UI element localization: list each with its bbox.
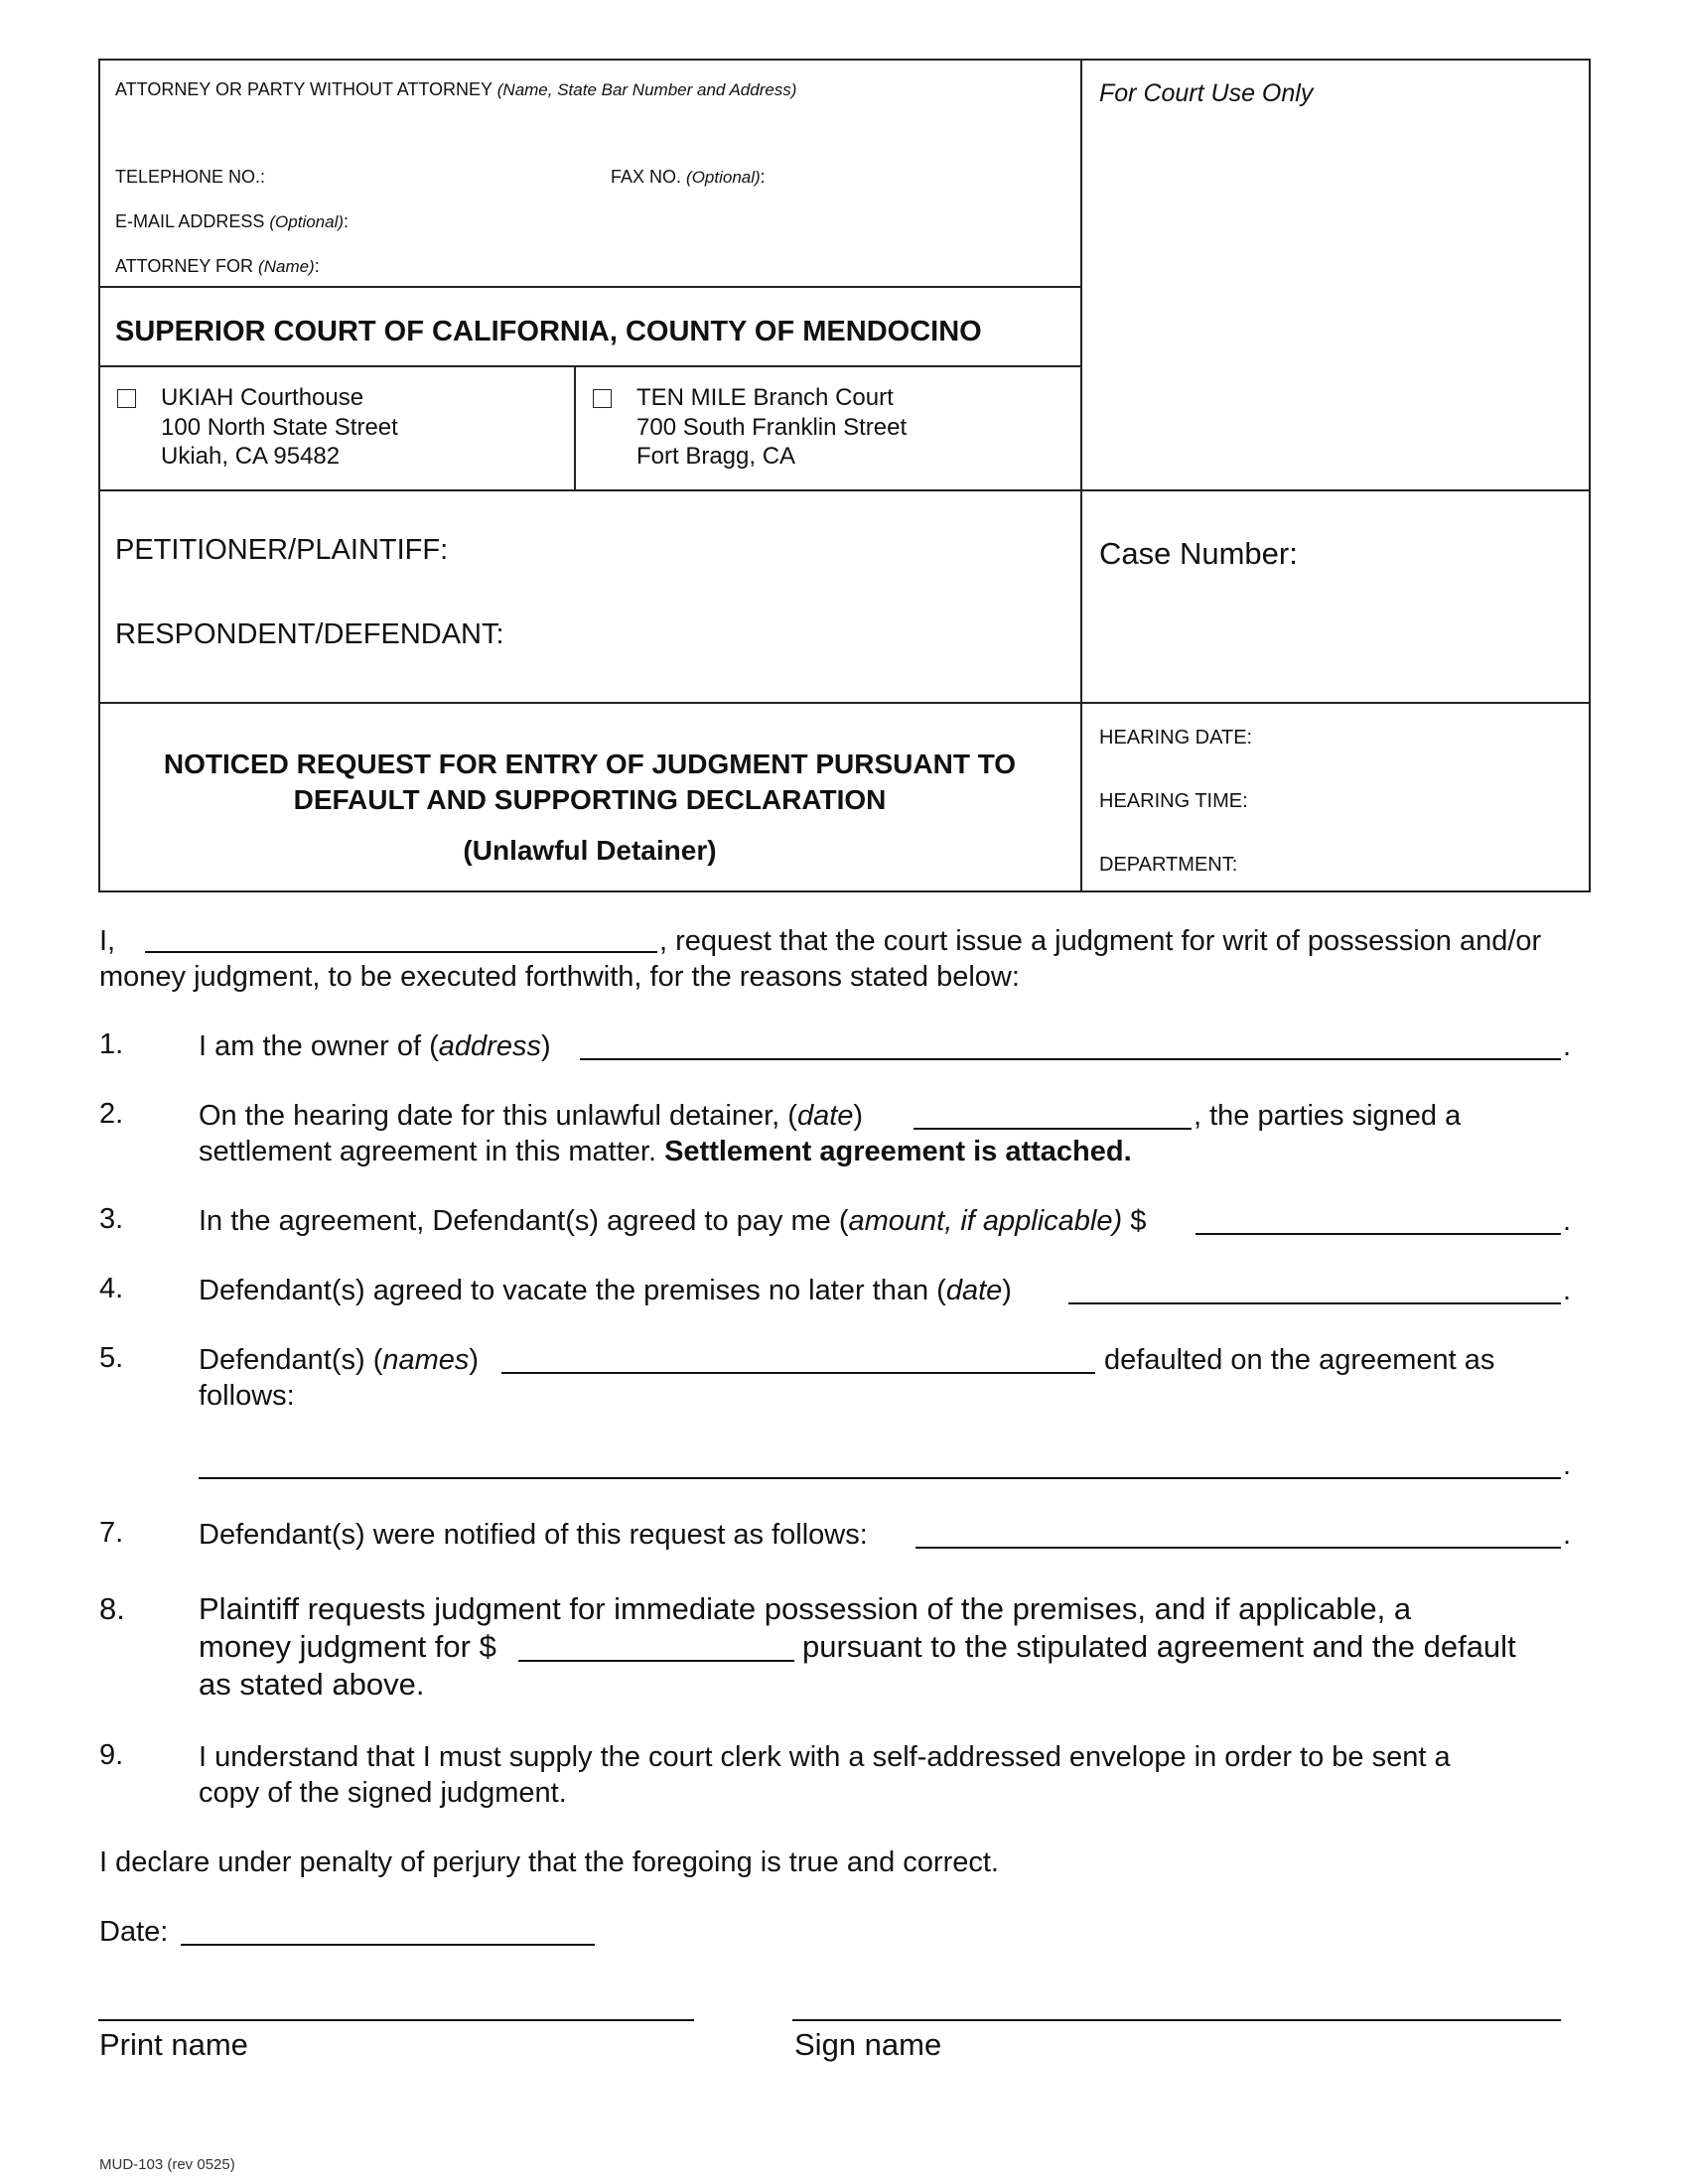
item-9-line-2: copy of the signed judgment. xyxy=(199,1777,567,1809)
declarant-name-field[interactable] xyxy=(145,951,657,953)
print-name-label: Print name xyxy=(99,2027,248,2062)
item-4-number: 4. xyxy=(99,1273,124,1304)
sign-name-label: Sign name xyxy=(794,2027,942,2062)
email-label: E-MAIL ADDRESS (Optional): xyxy=(115,211,350,231)
court-name-top-border xyxy=(98,286,1081,288)
ten-mile-name: TEN MILE Branch Court xyxy=(636,384,894,411)
petitioner-label: PETITIONER/PLAINTIFF: xyxy=(115,534,449,566)
ukiah-city: Ukiah, CA 95482 xyxy=(161,443,341,470)
court-name-bottom-border xyxy=(98,365,1081,367)
defendant-names-field[interactable] xyxy=(501,1372,1095,1374)
court-name: SUPERIOR COURT OF CALIFORNIA, COUNTY OF MENDOCINO xyxy=(115,316,982,347)
form-title xyxy=(98,747,1081,869)
item-8-number: 8. xyxy=(99,1591,125,1626)
item-2-number: 2. xyxy=(99,1098,124,1130)
intro-line-2: money judgment, to be executed forthwith, for the reasons stated below: xyxy=(99,961,1020,993)
item-1-period: . xyxy=(1563,1030,1572,1062)
ten-mile-checkbox[interactable] xyxy=(593,389,612,408)
ukiah-street: 100 North State Street xyxy=(161,413,398,441)
hearing-date-label: HEARING DATE: xyxy=(1099,727,1253,749)
item-8-line-2b: pursuant to the stipulated agreement and the default xyxy=(802,1629,1516,1664)
vacate-date-field[interactable] xyxy=(1068,1302,1561,1304)
default-details-field[interactable] xyxy=(199,1477,1561,1479)
item-5-text: Defendant(s) (names) xyxy=(199,1344,480,1376)
title-line-3: (Unlawful Detainer) xyxy=(463,835,717,866)
attorney-for-label: ATTORNEY FOR (Name): xyxy=(115,256,320,276)
item-5-after: defaulted on the agreement as xyxy=(1104,1344,1495,1376)
item-5-number: 5. xyxy=(99,1342,124,1374)
item-4-text: Defendant(s) agreed to vacate the premises no later than (date) xyxy=(199,1275,1012,1306)
item-2-text: On the hearing date for this unlawful detainer, (date) xyxy=(199,1100,864,1132)
item-8-line-3: as stated above. xyxy=(199,1667,425,1702)
date-field[interactable] xyxy=(181,1944,595,1946)
amount-field[interactable] xyxy=(1196,1233,1561,1235)
telephone-label: TELEPHONE NO.: xyxy=(115,167,266,187)
item-4-period: . xyxy=(1563,1275,1572,1306)
item-1-text: I am the owner of (address) xyxy=(199,1030,551,1062)
title-line-2: DEFAULT AND SUPPORTING DECLARATION xyxy=(293,784,887,815)
sign-name-field[interactable] xyxy=(792,2019,1561,2021)
date-label: Date: xyxy=(99,1916,169,1948)
item-9-number: 9. xyxy=(99,1739,124,1771)
item-8-line-1: Plaintiff requests judgment for immediate possession of the premises, and if applicable, a xyxy=(199,1591,1412,1626)
item-9-line-1: I understand that I must supply the court clerk with a self-addressed envelope in order to be sent a xyxy=(199,1741,1451,1773)
declaration-statement: I declare under penalty of perjury that the foregoing is true and correct. xyxy=(99,1846,999,1878)
item-1-number: 1. xyxy=(99,1028,124,1060)
courthouse-divider xyxy=(574,365,576,490)
item-7-period: . xyxy=(1563,1519,1572,1551)
respondent-label: RESPONDENT/DEFENDANT: xyxy=(115,618,504,650)
department-label: DEPARTMENT: xyxy=(1099,854,1238,876)
ten-mile-street: 700 South Franklin Street xyxy=(636,413,908,441)
intro-prefix: I, xyxy=(99,925,116,957)
title-top-border xyxy=(98,702,1591,704)
item-7-number: 7. xyxy=(99,1517,124,1549)
attorney-label: ATTORNEY OR PARTY WITHOUT ATTORNEY (Name, State Bar Number and Address) xyxy=(115,79,797,99)
item-7-text: Defendant(s) were notified of this request as follows: xyxy=(199,1519,868,1551)
notification-field[interactable] xyxy=(915,1547,1561,1549)
print-name-field[interactable] xyxy=(98,2019,694,2021)
ukiah-name: UKIAH Courthouse xyxy=(161,384,364,411)
intro-line-1: , request that the court issue a judgment for writ of possession and/or xyxy=(659,925,1542,957)
court-use-label: For Court Use Only xyxy=(1099,79,1314,107)
item-2-line-2: settlement agreement in this matter. Settlement agreement is attached. xyxy=(199,1136,1132,1167)
fax-label: FAX NO. (Optional): xyxy=(611,167,766,187)
hearing-time-label: HEARING TIME: xyxy=(1099,790,1248,812)
hearing-date-field[interactable] xyxy=(914,1128,1192,1130)
money-judgment-field[interactable] xyxy=(518,1660,794,1662)
title-line-1: NOTICED REQUEST FOR ENTRY OF JUDGMENT PURSUANT TO xyxy=(163,749,1017,779)
ten-mile-courthouse xyxy=(636,383,907,472)
case-number-label: Case Number: xyxy=(1099,536,1298,571)
ukiah-checkbox[interactable] xyxy=(117,389,136,408)
form-id: MUD-103 (rev 0525) xyxy=(99,2156,235,2173)
ukiah-courthouse xyxy=(161,383,398,472)
item-5-period: . xyxy=(1563,1449,1572,1481)
address-field[interactable] xyxy=(580,1058,1561,1060)
parties-top-border xyxy=(98,489,1591,491)
item-3-period: . xyxy=(1563,1205,1572,1237)
ten-mile-city: Fort Bragg, CA xyxy=(636,443,796,470)
item-5-line-2: follows: xyxy=(199,1380,295,1412)
item-3-text: In the agreement, Defendant(s) agreed to pay me (amount, if applicable) $ xyxy=(199,1205,1147,1237)
item-8-line-2a: money judgment for $ xyxy=(199,1629,496,1664)
item-2-after: , the parties signed a xyxy=(1194,1100,1462,1132)
item-3-number: 3. xyxy=(99,1203,124,1235)
